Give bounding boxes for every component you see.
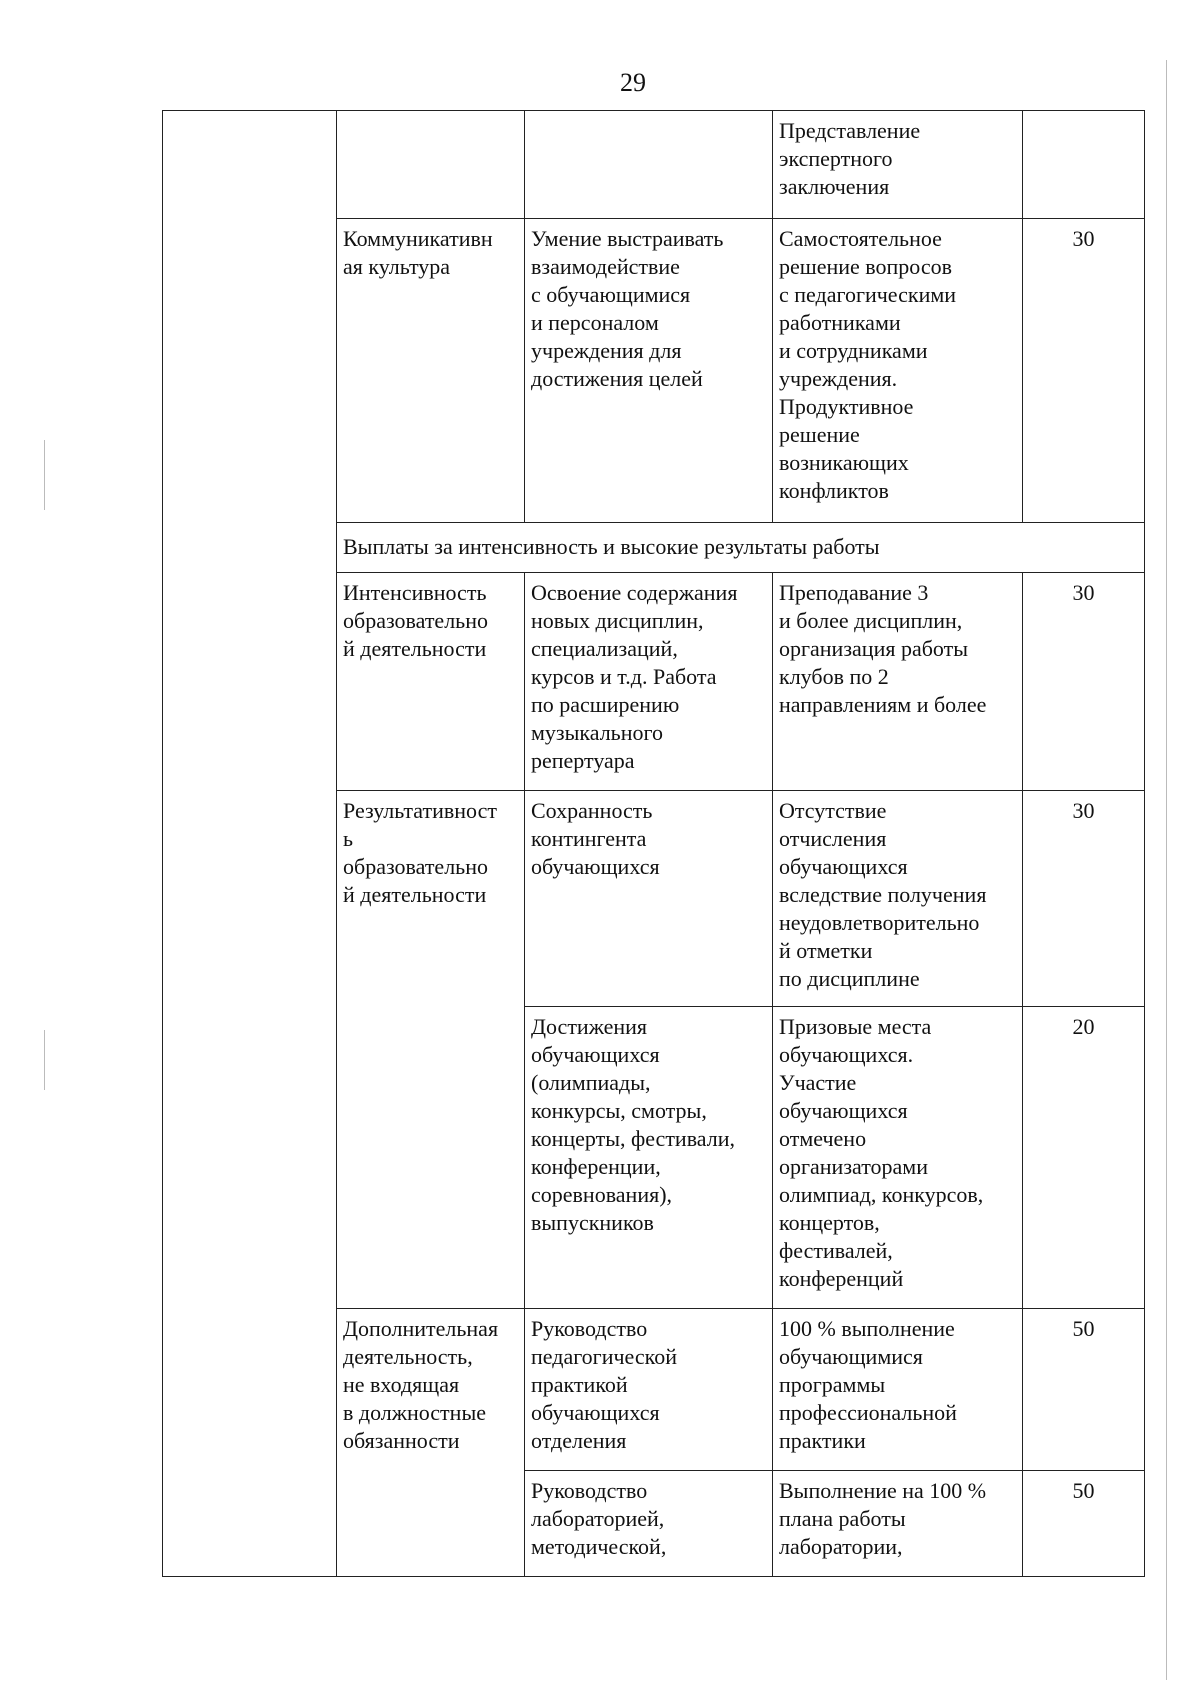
criterion-cell: Умение выстраивать взаимодействие с обучающимися и персоналом учреждения для достижения целей (525, 219, 773, 523)
table-row (163, 111, 1145, 219)
condition-cell: Самостоятельное решение вопросов с педагогическими работниками и сотрудниками учреждения. Продуктивное решение возникающих конфликтов (773, 219, 1023, 523)
indicator-cell: Коммуникативн ая культура (337, 219, 525, 523)
criterion-cell: Сохранность контингента обучающихся (525, 791, 773, 1007)
condition-cell: Преподавание 3 и более дисциплин, организация работы клубов по 2 направлениям и более (773, 573, 1023, 791)
left-margin-cell (163, 111, 337, 1577)
indicator-cell: Дополнительная деятельность, не входящая в должностные обязанности (337, 1309, 525, 1577)
page-number: 29 (620, 68, 646, 97)
scan-artifact-line (1166, 60, 1167, 1680)
condition-cell: Выполнение на 100 % плана работы лаборатории, (773, 1471, 1023, 1577)
criterion-cell: Достижения обучающихся (олимпиады, конкурсы, смотры, концерты, фестивали, конференции, соревнования), выпускников (525, 1007, 773, 1309)
criterion-cell: Руководство педагогической практикой обучающихся отделения (525, 1309, 773, 1471)
condition-cell: Призовые места обучающихся. Участие обучающихся отмечено организаторами олимпиад, конкурсов, концертов, фестивалей, конференций (773, 1007, 1023, 1309)
condition-cell: 100 % выполнение обучающимися программы профессиональной практики (773, 1309, 1023, 1471)
section-heading: Выплаты за интенсивность и высокие результаты работы (337, 523, 1145, 573)
points-cell: 50 (1023, 1309, 1145, 1471)
points-cell: 30 (1023, 791, 1145, 1007)
criterion-cell: Руководство лабораторией, методической, (525, 1471, 773, 1577)
criterion-cell: Освоение содержания новых дисциплин, специализаций, курсов и т.д. Работа по расширению музыкального репертуара (525, 573, 773, 791)
indicator-cell: Результативност ь образовательно й деятельности (337, 791, 525, 1309)
criterion-cell (525, 111, 773, 219)
indicator-cell: Интенсивность образовательно й деятельности (337, 573, 525, 791)
indicator-cell (337, 111, 525, 219)
points-cell: 50 (1023, 1471, 1145, 1577)
condition-cell: Представление экспертного заключения (773, 111, 1023, 219)
scan-artifact-line (44, 1030, 45, 1090)
scan-artifact-line (44, 440, 45, 510)
condition-cell: Отсутствие отчисления обучающихся вследствие получения неудовлетворительно й отметки по дисциплине (773, 791, 1023, 1007)
points-cell (1023, 111, 1145, 219)
points-cell: 30 (1023, 573, 1145, 791)
points-cell: 30 (1023, 219, 1145, 523)
points-cell: 20 (1023, 1007, 1145, 1309)
criteria-table (162, 110, 1145, 1577)
